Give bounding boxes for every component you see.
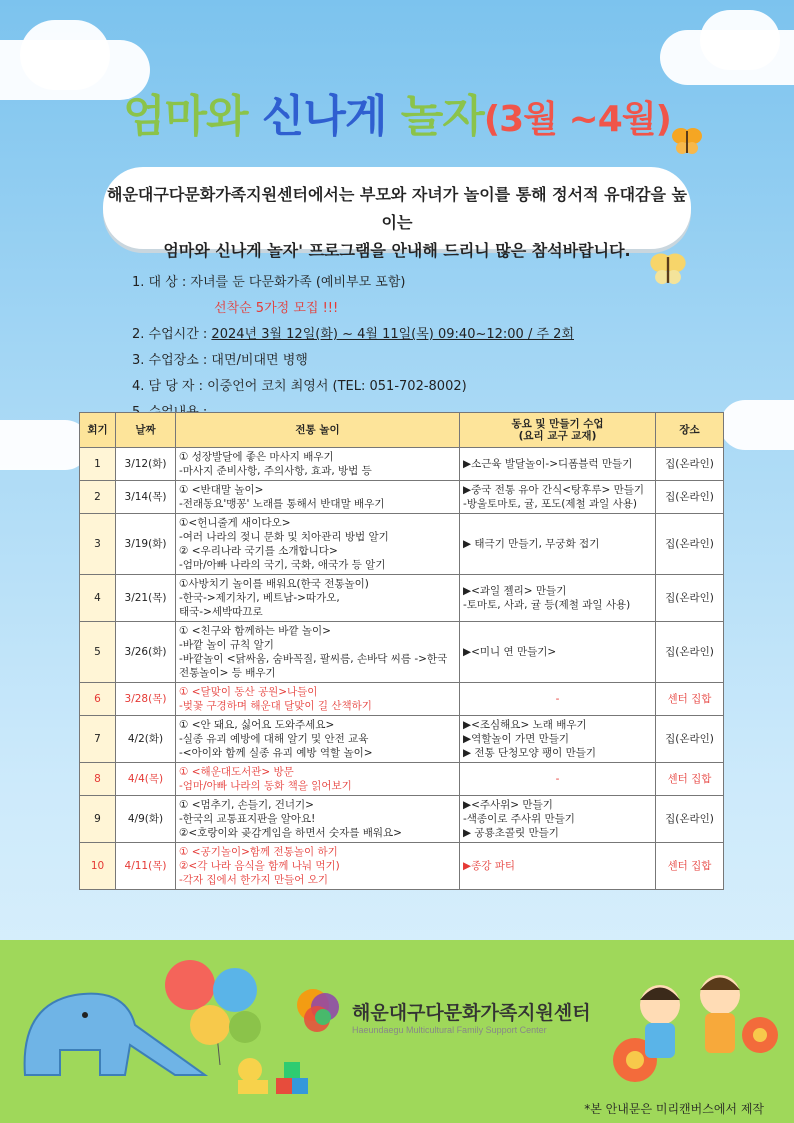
kids-illustration-icon (610, 965, 780, 1095)
table-row (80, 843, 724, 890)
info-place: 3. 수업장소 : 대면/비대면 병행 (132, 353, 308, 368)
cell-date: 3/14(목) (116, 481, 176, 514)
balloons-icon (160, 955, 270, 1065)
info-time-label: 2. 수업시간 : (132, 327, 212, 342)
intro-line-2: 엄마와 신나게 놀자' 프로그램을 안내해 드리니 많은 참석바랍니다. (163, 241, 631, 260)
cell-play: ① <반대말 놀이> -전래동요'맹꽁' 노래를 통해서 반대말 배우기 (176, 481, 460, 514)
cell-place: 센터 집합 (656, 763, 724, 796)
center-logo-icon (293, 985, 345, 1037)
cell-play: ① <달맞이 동산 공원>나들이 -벚꽃 구경하며 해운대 달맞이 길 산책하기 (176, 683, 460, 716)
butterfly-icon (670, 125, 704, 159)
cell-no: 1 (80, 448, 116, 481)
title-part1: 엄마와 (123, 91, 262, 142)
title-part2: 신나게 (261, 91, 401, 142)
cloud-mid-right (720, 400, 794, 450)
header-date: 날짜 (116, 413, 176, 448)
info-list (132, 270, 574, 426)
table-row (80, 622, 724, 683)
info-recruit: 선착순 5가정 모집 !!! (214, 301, 339, 316)
toy-blocks-icon (228, 1050, 318, 1110)
cell-date: 4/11(목) (116, 843, 176, 890)
cell-craft: - (460, 683, 656, 716)
header-no: 회기 (80, 413, 116, 448)
header-play: 전통 놀이 (176, 413, 460, 448)
info-time-value: 2024년 3월 12일(화) ~ 4월 11일(목) 09:40~12:00 / 주 2회 (211, 327, 574, 342)
cell-place: 센터 집합 (656, 843, 724, 890)
table-row (80, 796, 724, 843)
cell-place: 집(온라인) (656, 575, 724, 622)
cell-place: 집(온라인) (656, 481, 724, 514)
cell-play: ① <멈추기, 손들기, 건너기> -한국의 교통표지판을 알아요! ②<호랑이와 곶감게임을 하면서 숫자를 배워요> (176, 796, 460, 843)
cell-craft: - (460, 763, 656, 796)
cell-date: 3/26(화) (116, 622, 176, 683)
header-craft: 동요 및 만들기 수업 (요리 교구 교재) (460, 413, 656, 448)
cell-craft: ▶중국 전통 유아 간식<탕후루> 만들기 -방울토마토, 귤, 포도(제철 과일 사용) (460, 481, 656, 514)
table-row (80, 716, 724, 763)
intro-bubble (103, 167, 691, 260)
cell-no: 6 (80, 683, 116, 716)
intro-line-1: 해운대구다문화가족지원센터에서는 부모와 자녀가 놀이를 통해 정서적 유대감을 높이는 (107, 185, 687, 232)
cell-play: ①<헌니줄게 새이다오> -여러 나라의 젖니 문화 및 치아관리 방법 알기 ② <우리나라 국기를 소개합니다> -엄마/아빠 나라의 국기, 국화, 애국가 등 알기 (176, 514, 460, 575)
cell-date: 3/12(화) (116, 448, 176, 481)
info-time (132, 322, 574, 348)
center-name-english: Haeundaegu Multicultural Family Support Center (352, 1025, 547, 1035)
cell-play: ①사방치기 놀이를 배워요(한국 전통놀이) -한국->제기차기, 베트남->따가오, 태국->세박따끄로 (176, 575, 460, 622)
cell-no: 7 (80, 716, 116, 763)
header-place: 장소 (656, 413, 724, 448)
info-manager: 4. 담 당 자 : 이중언어 코치 최영서 (TEL: 051-702-8002) (132, 379, 467, 394)
cell-place: 집(온라인) (656, 622, 724, 683)
schedule-table (79, 412, 724, 890)
cell-date: 3/28(목) (116, 683, 176, 716)
cell-no: 3 (80, 514, 116, 575)
cell-craft: ▶종강 파티 (460, 843, 656, 890)
table-row (80, 683, 724, 716)
title-part3: 놀자 (400, 91, 484, 142)
cell-craft: ▶<과일 젤리> 만들기 -토마토, 사과, 귤 등(제철 과일 사용) (460, 575, 656, 622)
cell-date: 4/9(화) (116, 796, 176, 843)
cell-no: 10 (80, 843, 116, 890)
footnote: *본 안내문은 미리캔버스에서 제작 (584, 1102, 764, 1116)
cloud-right-2 (700, 10, 780, 70)
cell-play: ① <해운대도서관> 방문 -엄마/아빠 나라의 동화 책을 읽어보기 (176, 763, 460, 796)
cell-play: ① <안 돼요, 싫어요 도와주세요> -실종 유괴 예방에 대해 알기 및 안전 교육 -<아이와 함께 실종 유괴 예방 역할 놀이> (176, 716, 460, 763)
cell-place: 집(온라인) (656, 796, 724, 843)
table-row (80, 448, 724, 481)
cell-no: 4 (80, 575, 116, 622)
cell-no: 5 (80, 622, 116, 683)
table-row (80, 763, 724, 796)
cell-no: 2 (80, 481, 116, 514)
cell-play: ① <공기놀이>함께 전통놀이 하기 ②<각 나라 음식을 함께 나눠 먹기) -각자 집에서 한가지 만들어 오기 (176, 843, 460, 890)
title-part4: (3월 ~4월) (483, 99, 671, 140)
cell-craft: ▶소근육 발달놀이->디폼블럭 만들기 (460, 448, 656, 481)
cell-no: 9 (80, 796, 116, 843)
cell-date: 4/4(목) (116, 763, 176, 796)
cell-play: ① 성장발달에 좋은 마사지 배우기 -마사지 준비사항, 주의사항, 효과, 방법 등 (176, 448, 460, 481)
cell-craft: ▶ 태극기 만들기, 무궁화 접기 (460, 514, 656, 575)
cell-craft: ▶<주사위> 만들기 -색종이로 주사위 만들기 ▶ 공룡초콜릿 만들기 (460, 796, 656, 843)
cell-date: 3/21(목) (116, 575, 176, 622)
center-name: 해운대구다문화가족지원센터 (352, 1002, 591, 1024)
table-row (80, 514, 724, 575)
cell-play: ① <친구와 함께하는 바깥 놀이> -바깥 놀이 규칙 알기 -바깥놀이 <닭싸움, 숨바꼭질, 팔씨름, 손바닥 씨름 ->한국 전통놀이> 등 배우기 (176, 622, 460, 683)
table-header-row (80, 413, 724, 448)
cell-place: 센터 집합 (656, 683, 724, 716)
cell-craft: ▶<미니 연 만들기> (460, 622, 656, 683)
schedule-body (80, 448, 724, 890)
cell-place: 집(온라인) (656, 716, 724, 763)
table-row (80, 575, 724, 622)
cloud-mid-left (0, 420, 90, 470)
cell-date: 3/19(화) (116, 514, 176, 575)
cell-place: 집(온라인) (656, 448, 724, 481)
cell-no: 8 (80, 763, 116, 796)
cell-place: 집(온라인) (656, 514, 724, 575)
cell-date: 4/2(화) (116, 716, 176, 763)
cell-craft: ▶<조심해요> 노래 배우기 ▶역할놀이 가면 만들기 ▶ 전통 단청모양 팽이 만들기 (460, 716, 656, 763)
info-target: 1. 대 상 : 자녀를 둔 다문화가족 (예비부모 포함) (132, 275, 406, 290)
table-row (80, 481, 724, 514)
